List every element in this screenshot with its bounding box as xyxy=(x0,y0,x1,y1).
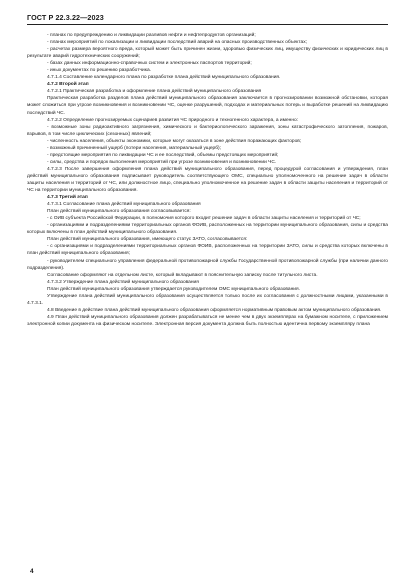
page-number: 4 xyxy=(30,568,34,575)
paragraph: - расчетах размера вероятного вреда, который может быть причинен жизни, здоровью физических лиц, имуществу физических и юридических лиц в результате аварий гидротехнических сооружений; xyxy=(27,47,388,60)
paragraph: 4.7.3.1 Согласование плана действий муниципального образования xyxy=(47,202,201,208)
paragraph: 4.9 План действий муниципального образования должен разрабатываться не менее чем в двух экземплярах на бумажном носителе, с приложением электронной копии документа на физическом носителе. Электронная версия документа должна быть полностью идентична первому экземпляру плана xyxy=(27,314,388,327)
paragraph: Практическая разработка разделов плана действий муниципального образования заключается в прогнозировании возможной обстановки, которая может сложиться при угрозе возникновения и возникновении ЧС, оценке разрушений, подходах и материальных потерь и выработке решений на ликвидацию последствий ЧС. xyxy=(27,96,388,116)
paragraph: - иных документах по решению разработчика. xyxy=(47,68,151,74)
paragraph: Утверждение плана действий муниципального образования осуществляется только после их согласования с должностными лицами, указанными в 4.7.3.1. xyxy=(27,293,388,306)
paragraph: 4.7.2.3 После завершения оформления плана действий муниципального образования, перед процедурой согласования и утверждения, план действий муниципального образования подписывает руководитель соответствующего ОМС, специально уполномоченного на решение задач в области защиты населения и территорий от ЧС, или должностное лицо, специально уполномоченное на решение задач в области защиты населения и территорий от ЧС на территории муниципального образования. xyxy=(27,166,388,194)
paragraph: 4.7.3 Третий этап xyxy=(47,195,88,201)
paragraph: - силы, средства и порядок выполнения мероприятий при угрозе возникновения и возникновении ЧС. xyxy=(47,159,277,165)
paragraph: 4.7.2.1 Практическая разработка и оформление плана действий муниципального образования xyxy=(47,89,262,95)
header-divider xyxy=(27,24,388,25)
paragraph: - с ОИВ субъекта Российской Федерации, в полномочия которого входит решение задач в области защиты населения и территорий от ЧС; xyxy=(47,216,361,222)
paragraph: - планах мероприятий по локализации и ликвидации последствий аварий на опасных производственных объектах; xyxy=(47,40,307,46)
paragraph: 4.7.2 Второй этап xyxy=(47,82,89,88)
paragraph: - планах по предупреждению и ликвидации разливов нефти и нефтепродуктов организаций; xyxy=(47,33,256,38)
paragraph: - с организациями и подразделениями территориальных органов ФОИВ, расположенных на территории ЗАТО, силы и средства которых включены в план действий муниципального образования; xyxy=(27,244,388,257)
paragraph: - возможные зоны радиоактивного загрязнения, химического и бактериологического заражения, зоны катастрофического затопления, пожаров, взрывов, в том числе циклических (сезонных) явлений; xyxy=(27,124,388,137)
paragraph: 4.7.1.4 Составление календарного плана по разработке плана действий муниципального образования. xyxy=(47,75,281,81)
paragraph: - руководителем специального управления федеральной противопожарной службы Государственной противопожарной службы (при наличии данного подразделения). xyxy=(27,258,388,271)
paragraph: 4.7.3.2 Утверждение плана действий муниципального образования xyxy=(47,279,199,285)
paragraph: Согласование оформляют на отдельном листе, который вкладывают в пояснительную записку после титульного листа. xyxy=(47,272,318,278)
document-body xyxy=(27,32,388,328)
paragraph: План действий муниципального образования, имеющего статус ЗАТО, согласовывается: xyxy=(47,237,248,243)
paragraph: - численность населения, объекты экономики, которые могут оказаться в зоне действия поражающих факторов; xyxy=(47,138,302,144)
paragraph: 4.7.2.2 Определение прогнозируемых сценариев развития ЧС природного и техногенного характера, а именно: xyxy=(47,117,299,123)
paragraph: План действий муниципального образования утверждается руководителем ОМС муниципального образования. xyxy=(47,286,300,292)
paragraph: 4.8 Введение в действие плана действий муниципального образования оформляется нормативным правовым актом муниципального образования. xyxy=(47,307,382,313)
paragraph: - возможный причиненный ущерб (потери населения, материальный ущерб); xyxy=(47,145,221,151)
paragraph: - базах данных информационно-справочных систем и электронных паспортов территорий; xyxy=(47,61,252,67)
paragraph: План действий муниципального образования согласовывается: xyxy=(47,209,191,215)
paragraph: - организациями и подразделениями территориальных органов ФОИВ, расположенных на территории муниципального образования, силы и средства которых включены в план действий муниципального образования. xyxy=(27,223,388,236)
paragraph: - предстоящие мероприятия по ликвидации ЧС и ее последствий, объемы предстоящих мероприятий; xyxy=(47,152,279,158)
page-header-title: ГОСТ Р 22.3.22—2023 xyxy=(27,13,104,22)
